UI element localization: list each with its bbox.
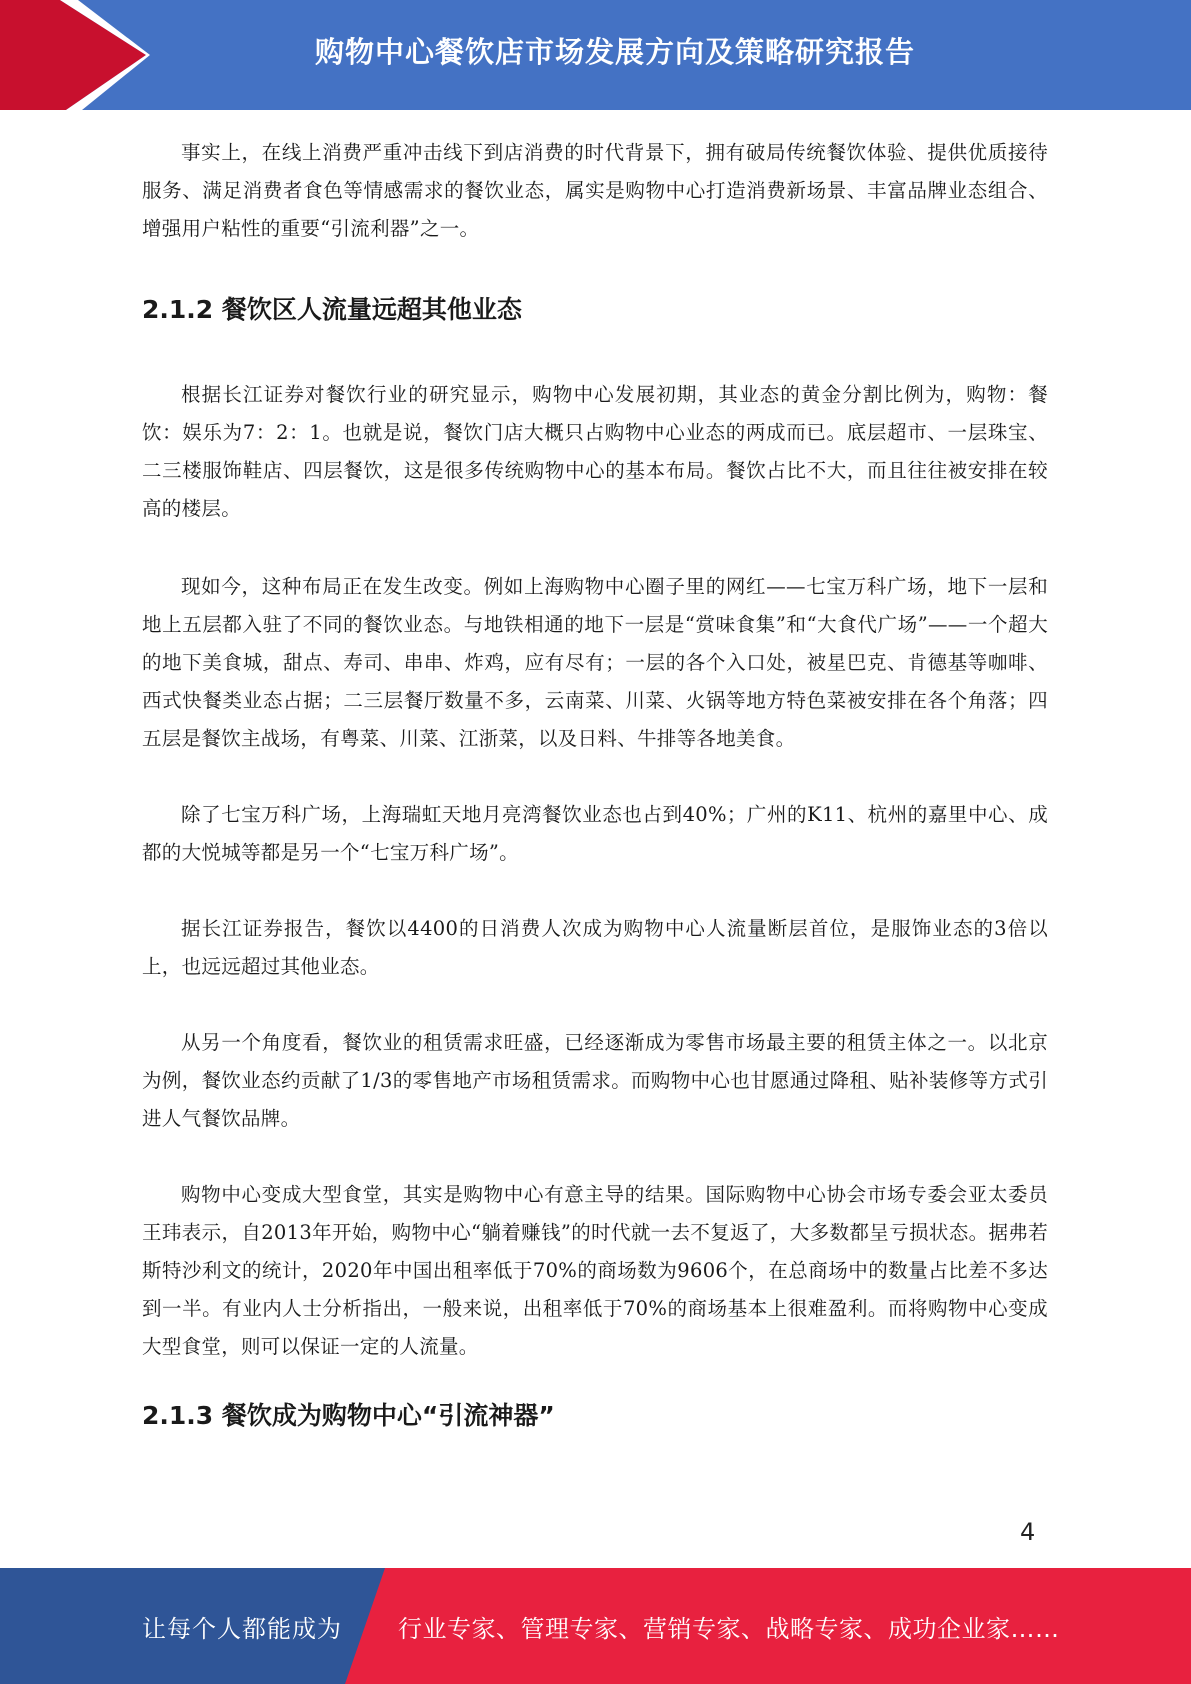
paragraph: 购物中心变成大型食堂，其实是购物中心有意主导的结果。国际购物中心协会市场专委会亚太委员王玮表示，自2013年开始，购物中心“躺着赚钱”的时代就一去不复返了，大多数都呈亏损状态。据弗若斯特沙利文的统计，2020年中国出租率低于70%的商场数为9606个，在总商场中的数量占比差不多达到一半。有业内人士分析指出，一般来说，出租率低于70%的商场基本上很难盈利。而将购物中心变成大型食堂，则可以保证一定的人流量。 bbox=[142, 1183, 1048, 1358]
header-title: 购物中心餐饮店市场发展方向及策略研究报告 bbox=[314, 34, 915, 69]
paragraph: 除了七宝万科广场，上海瑞虹天地月亮湾餐饮业态也占到40%；广州的K11、杭州的嘉里中心、成都的大悦城等都是另一个“七宝万科广场”。 bbox=[142, 803, 1048, 864]
page-header bbox=[0, 0, 1191, 110]
page-footer bbox=[0, 1568, 1191, 1684]
footer-slogan-right: 行业专家、管理专家、营销专家、战略专家、成功企业家…… bbox=[398, 1614, 1060, 1643]
paragraph: 事实上，在线上消费严重冲击线下到店消费的时代背景下，拥有破局传统餐饮体验、提供优质接待服务、满足消费者食色等情感需求的餐饮业态，属实是购物中心打造消费新场景、丰富品牌业态组合、增强用户粘性的重要“引流利器”之一。 bbox=[142, 141, 1048, 240]
paragraph: 现如今，这种布局正在发生改变。例如上海购物中心圈子里的网红——七宝万科广场，地下一层和地上五层都入驻了不同的餐饮业态。与地铁相通的地下一层是“赏味食集”和“大食代广场”——一个超大的地下美食城，甜点、寿司、串串、炸鸡，应有尽有；一层的各个入口处，被星巴克、肯德基等咖啡、西式快餐类业态占据；二三层餐厅数量不多，云南菜、川菜、火锅等地方特色菜被安排在各个角落；四五层是餐饮主战场，有粤菜、川菜、江浙菜，以及日料、牛排等各地美食。 bbox=[142, 575, 1048, 750]
section-heading-2-1-2: 2.1.2 餐饮区人流量远超其他业态 bbox=[142, 295, 522, 324]
section-heading-2-1-3: 2.1.3 餐饮成为购物中心“引流神器” bbox=[142, 1401, 555, 1430]
paragraph: 从另一个角度看，餐饮业的租赁需求旺盛，已经逐渐成为零售市场最主要的租赁主体之一。以北京为例，餐饮业态约贡献了1/3的零售地产市场租赁需求。而购物中心也甘愿通过降租、贴补装修等方式引进人气餐饮品牌。 bbox=[142, 1031, 1048, 1130]
paragraph: 据长江证券报告，餐饮以4400的日消费人次成为购物中心人流量断层首位，是服饰业态的3倍以上，也远远超过其他业态。 bbox=[142, 917, 1048, 978]
footer-slogan-left: 让每个人都能成为 bbox=[142, 1614, 342, 1643]
page-number: 4 bbox=[1020, 1518, 1036, 1546]
document-body bbox=[142, 134, 1048, 1436]
paragraph: 根据长江证券对餐饮行业的研究显示，购物中心发展初期，其业态的黄金分割比例为，购物：餐饮：娱乐为7：2：1。也就是说，餐饮门店大概只占购物中心业态的两成而已。底层超市、一层珠宝、二三楼服饰鞋店、四层餐饮，这是很多传统购物中心的基本布局。餐饮占比不大，而且往往被安排在较高的楼层。 bbox=[142, 383, 1048, 520]
